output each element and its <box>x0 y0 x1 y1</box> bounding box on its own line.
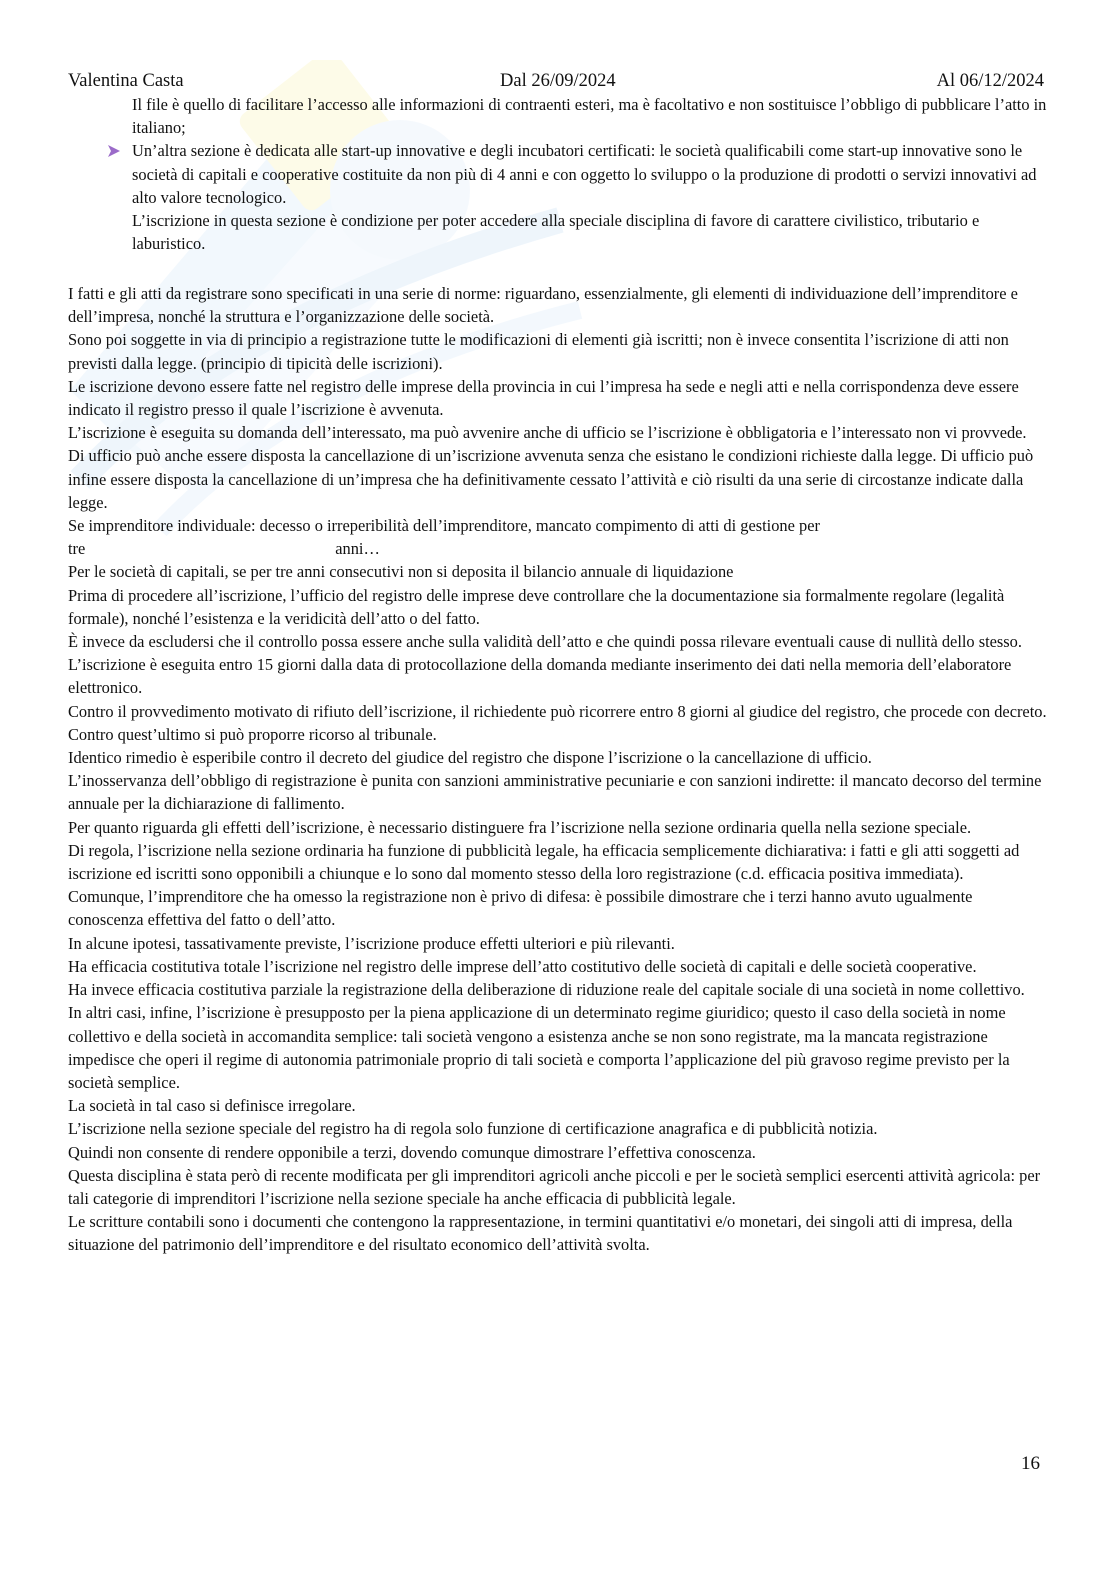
bullet-paragraph: Il file è quello di facilitare l’accesso alle informazioni di contraenti esteri, ma è facoltativo e non sostituisce l’obbligo di pubblicare l’atto in italiano; <box>132 95 1047 138</box>
paragraph: Comunque, l’imprenditore che ha omesso la registrazione non è privo di difesa: è possibile dimostrare che i terzi hanno avuto ugualmente conoscenza effettiva del fatto o dell’atto. <box>68 887 973 930</box>
paragraph: Di ufficio può anche essere disposta la cancellazione di un’iscrizione avvenuta senza che esistano le condizioni richieste dalla legge. Di ufficio può infine essere disposta la cancellazione di un’impresa che ha definitivamente cessato l’attività e ciò risulti da una serie di circostanze indicate dalla legge. <box>68 446 1034 512</box>
paragraph: In altri casi, infine, l’iscrizione è presupposto per la piena applicazione di un determinato regime giuridico; questo il caso della società in nome collettivo e della società in accomandita semplice: tali società vengono a esistenza anche se non sono registrate, ma la mancata registrazione impedisce che operi il regime di autonomia patrimoniale proprio di tali società e comporta l’applicazione del più gravoso regime previsto per la società semplice. <box>68 1003 1010 1092</box>
paragraph: Quindi non consente di rendere opponibile a terzi, dovendo comunque dimostrare l’effettiva conoscenza. <box>68 1142 756 1162</box>
header-date-from: Dal 26/09/2024 <box>500 71 616 91</box>
paragraph: Prima di procedere all’iscrizione, l’ufficio del registro delle imprese deve controllare che la documentazione sia formalmente regolare (legalità formale), nonché l’esistenza e la veridicità dell’atto o del fatto. <box>68 585 1005 628</box>
paragraph: L’inosservanza dell’obbligo di registrazione è punita con sanzioni amministrative pecuniarie e con sanzioni indirette: il mancato decorso del termine annuale per la dichiarazione di fallimento. <box>68 771 1042 814</box>
paragraph: In alcune ipotesi, tassativamente previste, l’iscrizione produce effetti ulteriori e più rilevanti. <box>68 933 675 953</box>
paragraph: Le iscrizione devono essere fatte nel registro delle imprese della provincia in cui l’impresa ha sede e negli atti e nella corrispondenza deve essere indicato il registro presso il quale l’iscrizione è avvenuta. <box>68 376 1019 420</box>
paragraph: I fatti e gli atti da registrare sono specificati in una serie di norme: riguardano, essenzialmente, gli elementi di individuazione dell’imprenditore e dell’impresa, nonché la struttura e l’organizzazione delle società. <box>68 284 1018 327</box>
paragraph: Ha invece efficacia costitutiva parziale la registrazione della deliberazione di riduzione reale del capitale sociale di una società in nome collettivo. <box>68 980 1025 1000</box>
header-author: Valentina Casta <box>68 71 184 91</box>
paragraph: La società in tal caso si definisce irregolare. <box>68 1096 356 1116</box>
arrow-bullet-icon <box>108 145 120 157</box>
paragraph: Per le società di capitali, se per tre anni consecutivi non si deposita il bilancio annuale di liquidazione <box>68 562 734 582</box>
paragraph: Le scritture contabili sono i documenti che contengono la rappresentazione, in termini quantitativi e/o monetari, dei singoli atti di impresa, della situazione del patrimonio dell’imprenditore e del risultato economico dell’attività svolta. <box>68 1212 1013 1255</box>
bullet-paragraph: L’iscrizione in questa sezione è condizione per poter accedere alla speciale disciplina di favore di carattere civilistico, tributario e laburistico. <box>132 211 980 254</box>
paragraph: Di regola, l’iscrizione nella sezione ordinaria ha funzione di pubblicità legale, ha efficacia semplicemente dichiarativa: i fatti e gli atti soggetti ad iscrizione ed iscritti sono opponibili a chiunque e lo sono dal momento stesso della loro registrazione (c.d. efficacia positiva immediata). <box>68 840 1020 884</box>
bullet-list <box>68 93 1048 255</box>
paragraph: Sono poi soggette in via di principio a registrazione tutte le modificazioni di elementi già iscritti; non è invece consentita l’iscrizione di atti non previsti dalla legge. (principio di tipicità delle iscrizioni). <box>68 330 1009 373</box>
body-text <box>68 282 1048 1257</box>
paragraph: Contro il provvedimento motivato di rifiuto dell’iscrizione, il richiedente può ricorrere entro 8 giorni al giudice del registro, che procede con decreto. <box>68 701 1047 721</box>
list-item <box>68 93 1048 139</box>
paragraph: L’iscrizione nella sezione speciale del registro ha di regola solo funzione di certificazione anagrafica e di pubblicità notizia. <box>68 1119 878 1139</box>
list-item <box>68 139 1048 255</box>
paragraph: L’iscrizione è eseguita su domanda dell’interessato, ma può avvenire anche di ufficio se l’iscrizione è obbligatoria e l’interessato non vi provvede. <box>68 423 1027 443</box>
paragraph: L’iscrizione è eseguita entro 15 giorni dalla data di protocollazione della domanda mediante inserimento dei dati nella memoria dell’elaboratore elettronico. <box>68 655 1012 698</box>
paragraph: Se imprenditore individuale: decesso o irreperibilità dell’imprenditore, mancato compimento di atti di gestione per tre anni… <box>68 516 820 559</box>
paragraph: Questa disciplina è stata però di recente modificata per gli imprenditori agricoli anche piccoli e per le società semplici esercenti attività agricola: per tali categorie di imprenditori l’iscrizione nella sezione speciale ha anche efficacia di pubblicità legale. <box>68 1165 1041 1208</box>
paragraph: È invece da escludersi che il controllo possa essere anche sulla validità dell’atto e che quindi possa rilevare eventuali cause di nullità dello stesso. <box>68 632 1022 652</box>
page-number: 16 <box>1021 1453 1040 1474</box>
paragraph: Identico rimedio è esperibile contro il decreto del giudice del registro che dispone l’iscrizione o la cancellazione di ufficio. <box>68 748 872 768</box>
bullet-paragraph: Un’altra sezione è dedicata alle start-up innovative e degli incubatori certificati: le società qualificabili come start-up innovative sono le società di capitali e cooperative costituite da non più di 4 anni e con oggetto lo sviluppo o la produzione di prodotti o servizi innovativi ad alto valore tecnologico. <box>132 141 1037 207</box>
paragraph: Ha efficacia costitutiva totale l’iscrizione nel registro delle imprese dell’atto costitutivo delle società di capitali e delle società cooperative. <box>68 956 977 976</box>
page-header <box>68 70 1044 92</box>
paragraph: Per quanto riguarda gli effetti dell’iscrizione, è necessario distinguere fra l’iscrizione nella sezione ordinaria quella nella sezione speciale. <box>68 817 972 837</box>
paragraph: Contro quest’ultimo si può proporre ricorso al tribunale. <box>68 724 437 744</box>
header-date-to: Al 06/12/2024 <box>936 71 1044 91</box>
